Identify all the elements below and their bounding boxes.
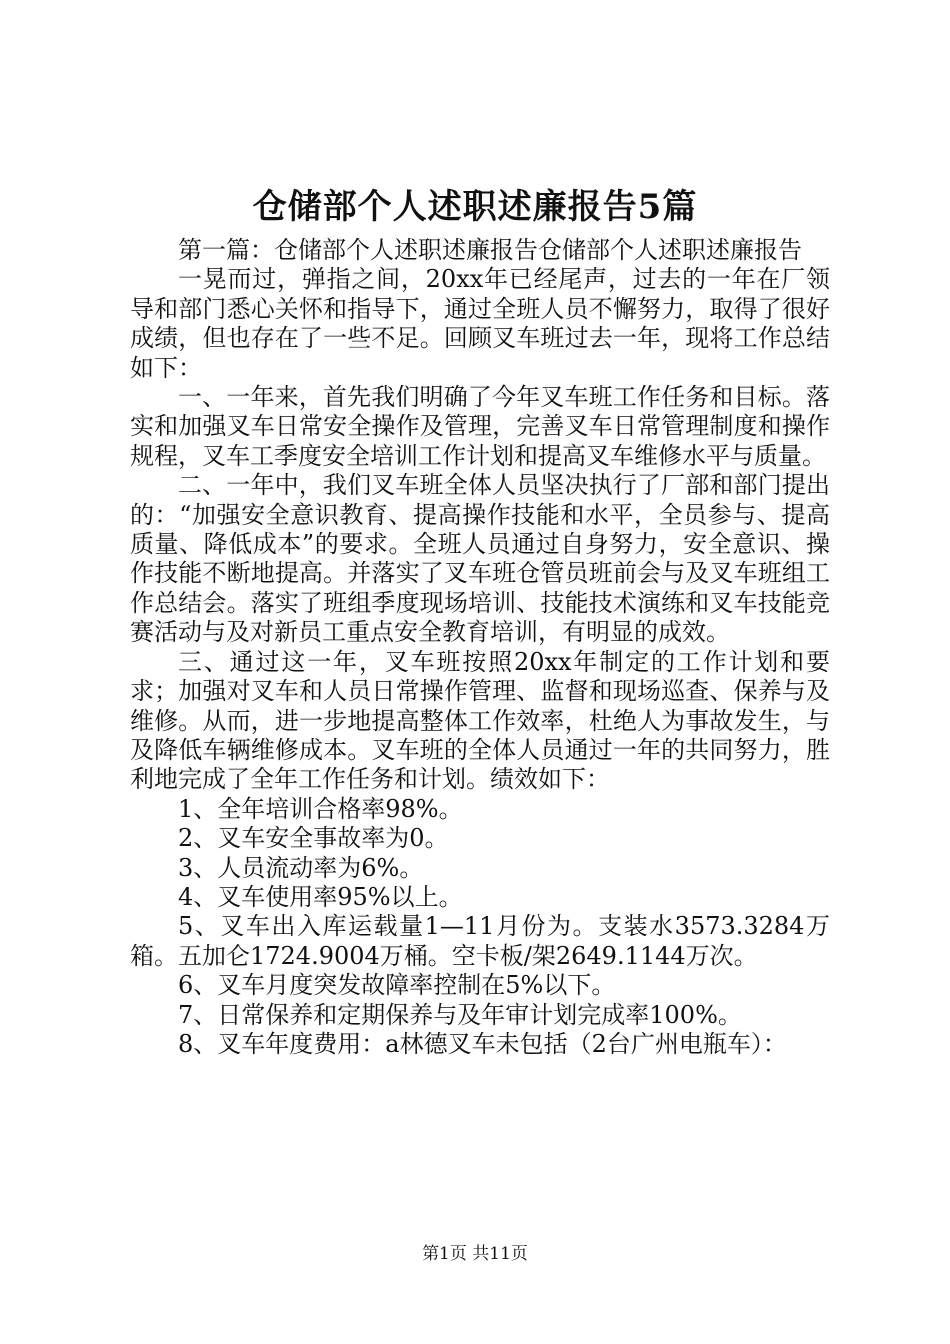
list-item-maintenance-rate: 7、日常保养和定期保养与及年审计划完成率100%。: [178, 1000, 742, 1029]
document-body: [130, 236, 830, 1059]
list-item-training-rate: 1、全年培训合格率98%。: [178, 794, 463, 823]
page-footer: 第1页 共11页: [422, 1244, 528, 1264]
paragraph-section-3: 三、通过这一年，叉车班按照20xx年制定的工作计划和要求；加强对叉车和人员日常操作管理、监督和现场巡查、保养与及维修。从而，进一步地提高整体工作效率，杜绝人为事故发生，与及降低车辆维修成本。叉车班的全体人员通过一年的共同努力，胜利地完成了全年工作任务和计划。绩效如下：: [130, 647, 830, 794]
list-item-transport-volume: 5、叉车出入库运载量1—11月份为。支装水3573.3284万箱。五加仑1724.9004万桶。空卡板/架2649.1144万次。: [130, 912, 830, 970]
list-item-usage-rate: 4、叉车使用率95%以上。: [178, 882, 463, 911]
list-item-annual-cost: 8、叉车年度费用：a林德叉车未包括（2台广州电瓶车）：: [178, 1029, 787, 1058]
list-item-failure-rate: 6、叉车月度突发故障率控制在5%以下。: [178, 971, 616, 1000]
paragraph-section-1: 一、一年来，首先我们明确了今年叉车班工作任务和目标。落实和加强叉车日常安全操作及管理，完善叉车日常管理制度和操作规程，叉车工季度安全培训工作计划和提高叉车维修水平与质量。: [130, 383, 830, 470]
document-title: 仓储部个人述职述廉报告5篇: [252, 187, 698, 227]
paragraph-intro: 第一篇：仓储部个人述职述廉报告仓储部个人述职述廉报告: [178, 236, 802, 264]
list-item-turnover-rate: 3、人员流动率为6%。: [178, 853, 424, 882]
list-item-accident-rate: 2、叉车安全事故率为0。: [178, 824, 449, 853]
paragraph-opening: 一晃而过，弹指之间，20xx年已经尾声，过去的一年在厂领导和部门悉心关怀和指导下，通过全班人员不懈努力，取得了很好成绩，但也存在了一些不足。回顾叉车班过去一年，现将工作总结如下：: [130, 265, 830, 382]
paragraph-section-2: 二、一年中，我们叉车班全体人员坚决执行了厂部和部门提出的：“加强安全意识教育、提高操作技能和水平，全员参与、提高质量、降低成本”的要求。全班人员通过自身努力，安全意识、操作技能不断地提高。并落实了叉车班仓管员班前会与及叉车班组工作总结会。落实了班组季度现场培训、技能技术演练和叉车技能竞赛活动与及对新员工重点安全教育培训，有明显的成效。: [130, 471, 830, 647]
